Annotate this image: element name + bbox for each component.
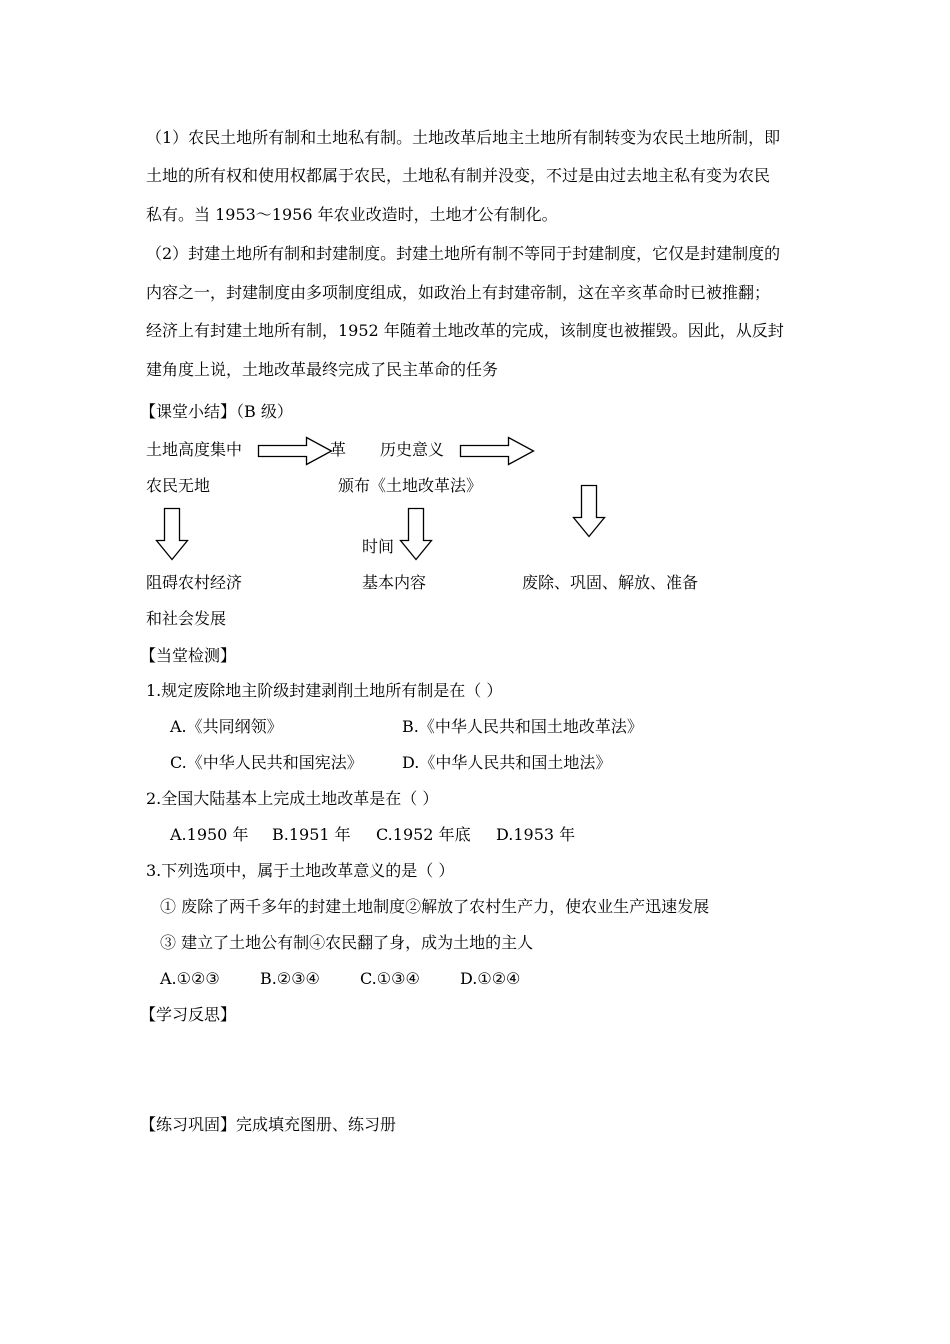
q2-option-b: B.1951 年 [272,825,351,844]
note-1-line-3: 私有。当 1953～1956 年农业改造时，土地才公有制化。 [146,205,558,224]
q3-statement-line-1: ① 废除了两千多年的封建土地制度②解放了农村生产力，使农业生产迅速发展 [160,897,710,916]
down-arrow-1-icon [156,508,188,560]
q1-option-b: B.《中华人民共和国土地改革法》 [402,717,643,736]
reflection-heading: 【学习反思】 [140,1005,237,1024]
question-2: 2.全国大陆基本上完成土地改革是在（ ） [146,789,439,808]
q1-option-d: D.《中华人民共和国土地法》 [402,753,612,772]
note-2-line-2: 内容之一，封建制度由多项制度组成，如政治上有封建帝制，这在辛亥革命时已被推翻； [146,283,771,302]
box1-line-2: 农民无地 [146,476,211,495]
box1-line-1: 土地高度集中 [146,440,243,459]
result-line-1: 阻碍农村经济 [146,573,243,592]
q3-option-a: A.①②③ [160,969,220,988]
time-label: 时间 [362,537,395,556]
q2-option-d: D.1953 年 [496,825,576,844]
q2-option-c: C.1952 年底 [376,825,471,844]
q1-option-a: A.《共同纲领》 [170,717,283,736]
q1-option-c: C.《中华人民共和国宪法》 [170,753,363,772]
note-2-line-4: 建角度上说，土地改革最终完成了民主革命的任务 [146,360,499,379]
note-1-line-2: 土地的所有权和使用权都属于农民，土地私有制并没变，不过是由过去地主私有变为农民 [146,166,771,185]
test-heading: 【当堂检测】 [140,646,237,665]
down-arrow-2-icon [400,508,432,560]
result-line-2: 和社会发展 [146,609,227,628]
right-arrow-2-icon [460,437,534,465]
law-label: 颁布《土地改革法》 [338,476,483,495]
meaning-label: 历史意义 [380,440,445,459]
practice-heading: 【练习巩固】完成填充图册、练习册 [140,1115,397,1134]
note-1-line-1: （1）农民土地所有制和土地私有制。土地改革后地主土地所有制转变为农民土地所制，即 [146,128,781,147]
summary-heading: 【课堂小结】（B 级） [140,402,293,421]
note-2-line-3: 经济上有封建土地所有制，1952 年随着土地改革的完成，该制度也被摧毁。因此，从反封 [146,321,784,340]
right-arrow-1-icon [258,437,332,465]
q3-option-c: C.①③④ [360,969,420,988]
note-2-line-1: （2）封建土地所有制和封建制度。封建土地所有制不等同于封建制度，它仅是封建制度的 [146,244,781,263]
q2-option-a: A.1950 年 [170,825,249,844]
question-3: 3.下列选项中，属于土地改革意义的是（ ） [146,861,455,880]
down-arrow-3-icon [573,485,605,537]
q3-option-b: B.②③④ [260,969,320,988]
content-label: 基本内容 [362,573,427,592]
question-1: 1.规定废除地主阶级封建剥削土地所有制是在（ ） [146,681,503,700]
reform-label: 革 [330,440,347,459]
q3-statement-line-2: ③ 建立了土地公有制④农民翻了身，成为土地的主人 [160,933,534,952]
significance-label: 废除、巩固、解放、准备 [522,573,699,592]
q3-option-d: D.①②④ [460,969,521,988]
